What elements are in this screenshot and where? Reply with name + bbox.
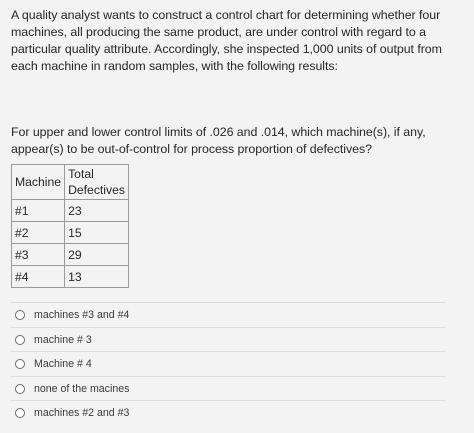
question-intro-text: A quality analyst wants to construct a control chart for determining whether four machines, all producing the same product, are under control with regard to a particular quality attribute. Accordingly, she inspected 1,000 units of output from each machine in random samples, with the following results: — [11, 8, 442, 73]
machine-cell: #1 — [12, 200, 65, 222]
answer-option-label: machines #3 and #4 — [34, 308, 130, 321]
question-prompt-text: For upper and lower control limits of .026 and .014, which machine(s), if any, appear(s) to be out-of-control for process proportion of defectives? — [11, 125, 426, 156]
answer-option-label: Machine # 4 — [34, 357, 92, 370]
radio-button-icon[interactable] — [15, 335, 25, 345]
answer-option-label: machines #2 and #3 — [34, 406, 130, 419]
table-row — [12, 200, 129, 222]
table-row — [12, 266, 129, 288]
answer-option-label: none of the macines — [34, 382, 130, 395]
answer-option-1[interactable] — [11, 302, 445, 326]
defectives-cell: 13 — [65, 266, 129, 288]
defectives-table — [11, 164, 129, 288]
answer-option-label: machine # 3 — [34, 333, 92, 346]
machine-cell: #2 — [12, 222, 65, 244]
column-header-machine: Machine — [12, 165, 65, 200]
answer-option-5[interactable] — [11, 400, 445, 424]
radio-button-icon[interactable] — [15, 310, 25, 320]
radio-button-icon[interactable] — [15, 359, 25, 369]
defectives-cell: 15 — [65, 222, 129, 244]
answer-option-4[interactable] — [11, 376, 445, 400]
machine-cell: #4 — [12, 266, 65, 288]
radio-button-icon[interactable] — [15, 408, 25, 418]
table-header-row — [12, 165, 129, 200]
machine-cell: #3 — [12, 244, 65, 266]
defectives-cell: 29 — [65, 244, 129, 266]
answer-option-2[interactable] — [11, 327, 445, 351]
column-header-total-defectives: Total Defectives — [65, 165, 129, 200]
table-row — [12, 244, 129, 266]
table-row — [12, 222, 129, 244]
radio-button-icon[interactable] — [15, 384, 25, 394]
defectives-cell: 23 — [65, 200, 129, 222]
answer-option-3[interactable] — [11, 351, 445, 375]
